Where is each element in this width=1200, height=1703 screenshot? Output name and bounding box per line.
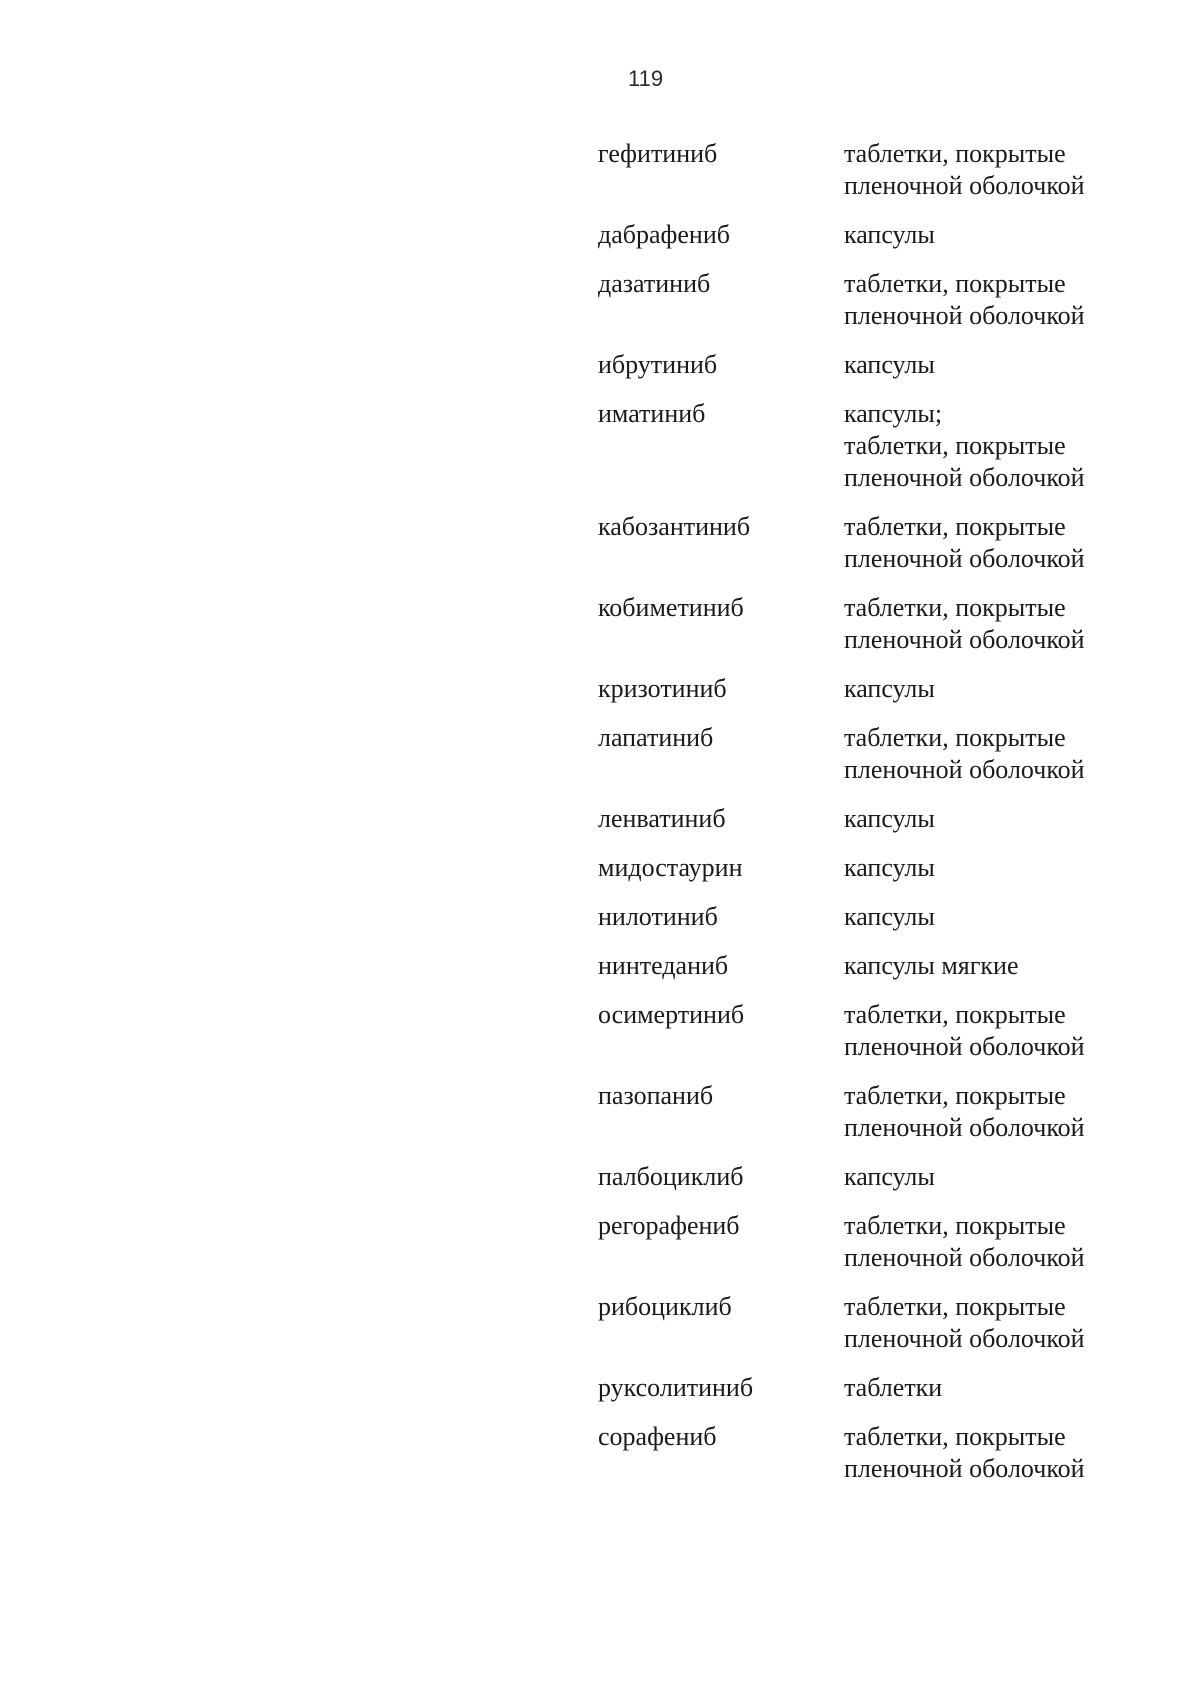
dosage-form-line: пленочной оболочкой: [844, 1032, 1085, 1061]
dosage-form-line: таблетки, покрытые: [844, 1422, 1066, 1451]
drug-name: регорафениб: [598, 1211, 740, 1240]
dosage-form: [844, 1372, 1158, 1404]
drug-list: [598, 138, 1158, 1502]
dosage-form-line: пленочной оболочкой: [844, 1454, 1085, 1483]
drug-name: кабозантиниб: [598, 512, 751, 541]
drug-row: [598, 999, 1158, 1063]
dosage-form: [844, 1210, 1158, 1274]
drug-row: [598, 1210, 1158, 1274]
dosage-form-line: капсулы;: [844, 399, 943, 428]
dosage-form-line: капсулы: [844, 804, 935, 833]
drug-name: осимертиниб: [598, 1000, 745, 1029]
dosage-form-line: пленочной оболочкой: [844, 1113, 1085, 1142]
dosage-form-line: пленочной оболочкой: [844, 171, 1085, 200]
dosage-form-line: таблетки, покрытые: [844, 1000, 1066, 1029]
dosage-form-line: капсулы: [844, 674, 935, 703]
drug-name: сорафениб: [598, 1422, 717, 1451]
drug-row: [598, 398, 1158, 494]
dosage-form-line: таблетки, покрытые: [844, 593, 1066, 622]
dosage-form-line: таблетки, покрытые: [844, 431, 1066, 460]
dosage-form: [844, 511, 1158, 575]
dosage-form: [844, 398, 1158, 494]
dosage-form: [844, 138, 1158, 202]
drug-row: [598, 219, 1158, 251]
drug-name: мидостаурин: [598, 853, 743, 882]
dosage-form-line: таблетки, покрытые: [844, 1211, 1066, 1240]
dosage-form: [844, 1080, 1158, 1144]
dosage-form: [844, 722, 1158, 786]
dosage-form: [844, 219, 1158, 251]
dosage-form: [844, 1291, 1158, 1355]
dosage-form-line: капсулы: [844, 853, 935, 882]
drug-row: [598, 1291, 1158, 1355]
drug-name: кобиметиниб: [598, 593, 744, 622]
dosage-form-line: пленочной оболочкой: [844, 1243, 1085, 1272]
drug-name: нинтеданиб: [598, 951, 729, 980]
dosage-form: [844, 999, 1158, 1063]
page-number: 119: [628, 66, 664, 91]
dosage-form: [844, 950, 1158, 982]
dosage-form-line: пленочной оболочкой: [844, 301, 1085, 330]
drug-name: гефитиниб: [598, 139, 718, 168]
dosage-form: [844, 901, 1158, 933]
drug-row: [598, 1372, 1158, 1404]
dosage-form-line: таблетки, покрытые: [844, 1081, 1066, 1110]
dosage-form: [844, 673, 1158, 705]
drug-name: кризотиниб: [598, 674, 727, 703]
dosage-form: [844, 803, 1158, 835]
drug-row: [598, 673, 1158, 705]
drug-name: рибоциклиб: [598, 1292, 732, 1321]
drug-row: [598, 901, 1158, 933]
dosage-form-line: таблетки: [844, 1373, 943, 1402]
dosage-form-line: таблетки, покрытые: [844, 1292, 1066, 1321]
dosage-form-line: капсулы мягкие: [844, 951, 1019, 980]
dosage-form-line: капсулы: [844, 902, 935, 931]
drug-name: лапатиниб: [598, 723, 714, 752]
drug-row: [598, 1080, 1158, 1144]
drug-name: пазопаниб: [598, 1081, 714, 1110]
drug-name: руксолитиниб: [598, 1373, 754, 1402]
drug-name: ленватиниб: [598, 804, 726, 833]
drug-row: [598, 852, 1158, 884]
dosage-form: [844, 1421, 1158, 1485]
dosage-form-line: капсулы: [844, 350, 935, 379]
dosage-form-line: таблетки, покрытые: [844, 139, 1066, 168]
drug-row: [598, 138, 1158, 202]
drug-row: [598, 1421, 1158, 1485]
drug-row: [598, 268, 1158, 332]
dosage-form-line: капсулы: [844, 220, 935, 249]
drug-name: палбоциклиб: [598, 1162, 744, 1191]
drug-name: дазатиниб: [598, 269, 711, 298]
dosage-form-line: пленочной оболочкой: [844, 625, 1085, 654]
dosage-form-line: таблетки, покрытые: [844, 269, 1066, 298]
dosage-form-line: пленочной оболочкой: [844, 463, 1085, 492]
drug-row: [598, 349, 1158, 381]
drug-row: [598, 803, 1158, 835]
drug-name: ибрутиниб: [598, 350, 718, 379]
dosage-form-line: капсулы: [844, 1162, 935, 1191]
drug-name: нилотиниб: [598, 902, 718, 931]
drug-name: дабрафениб: [598, 220, 730, 249]
dosage-form-line: таблетки, покрытые: [844, 723, 1066, 752]
drug-row: [598, 592, 1158, 656]
drug-row: [598, 722, 1158, 786]
dosage-form: [844, 592, 1158, 656]
dosage-form: [844, 852, 1158, 884]
dosage-form: [844, 268, 1158, 332]
drug-row: [598, 511, 1158, 575]
dosage-form-line: пленочной оболочкой: [844, 544, 1085, 573]
dosage-form-line: пленочной оболочкой: [844, 1324, 1085, 1353]
dosage-form: [844, 349, 1158, 381]
drug-name: иматиниб: [598, 399, 706, 428]
dosage-form: [844, 1161, 1158, 1193]
drug-row: [598, 1161, 1158, 1193]
drug-row: [598, 950, 1158, 982]
dosage-form-line: таблетки, покрытые: [844, 512, 1066, 541]
dosage-form-line: пленочной оболочкой: [844, 755, 1085, 784]
